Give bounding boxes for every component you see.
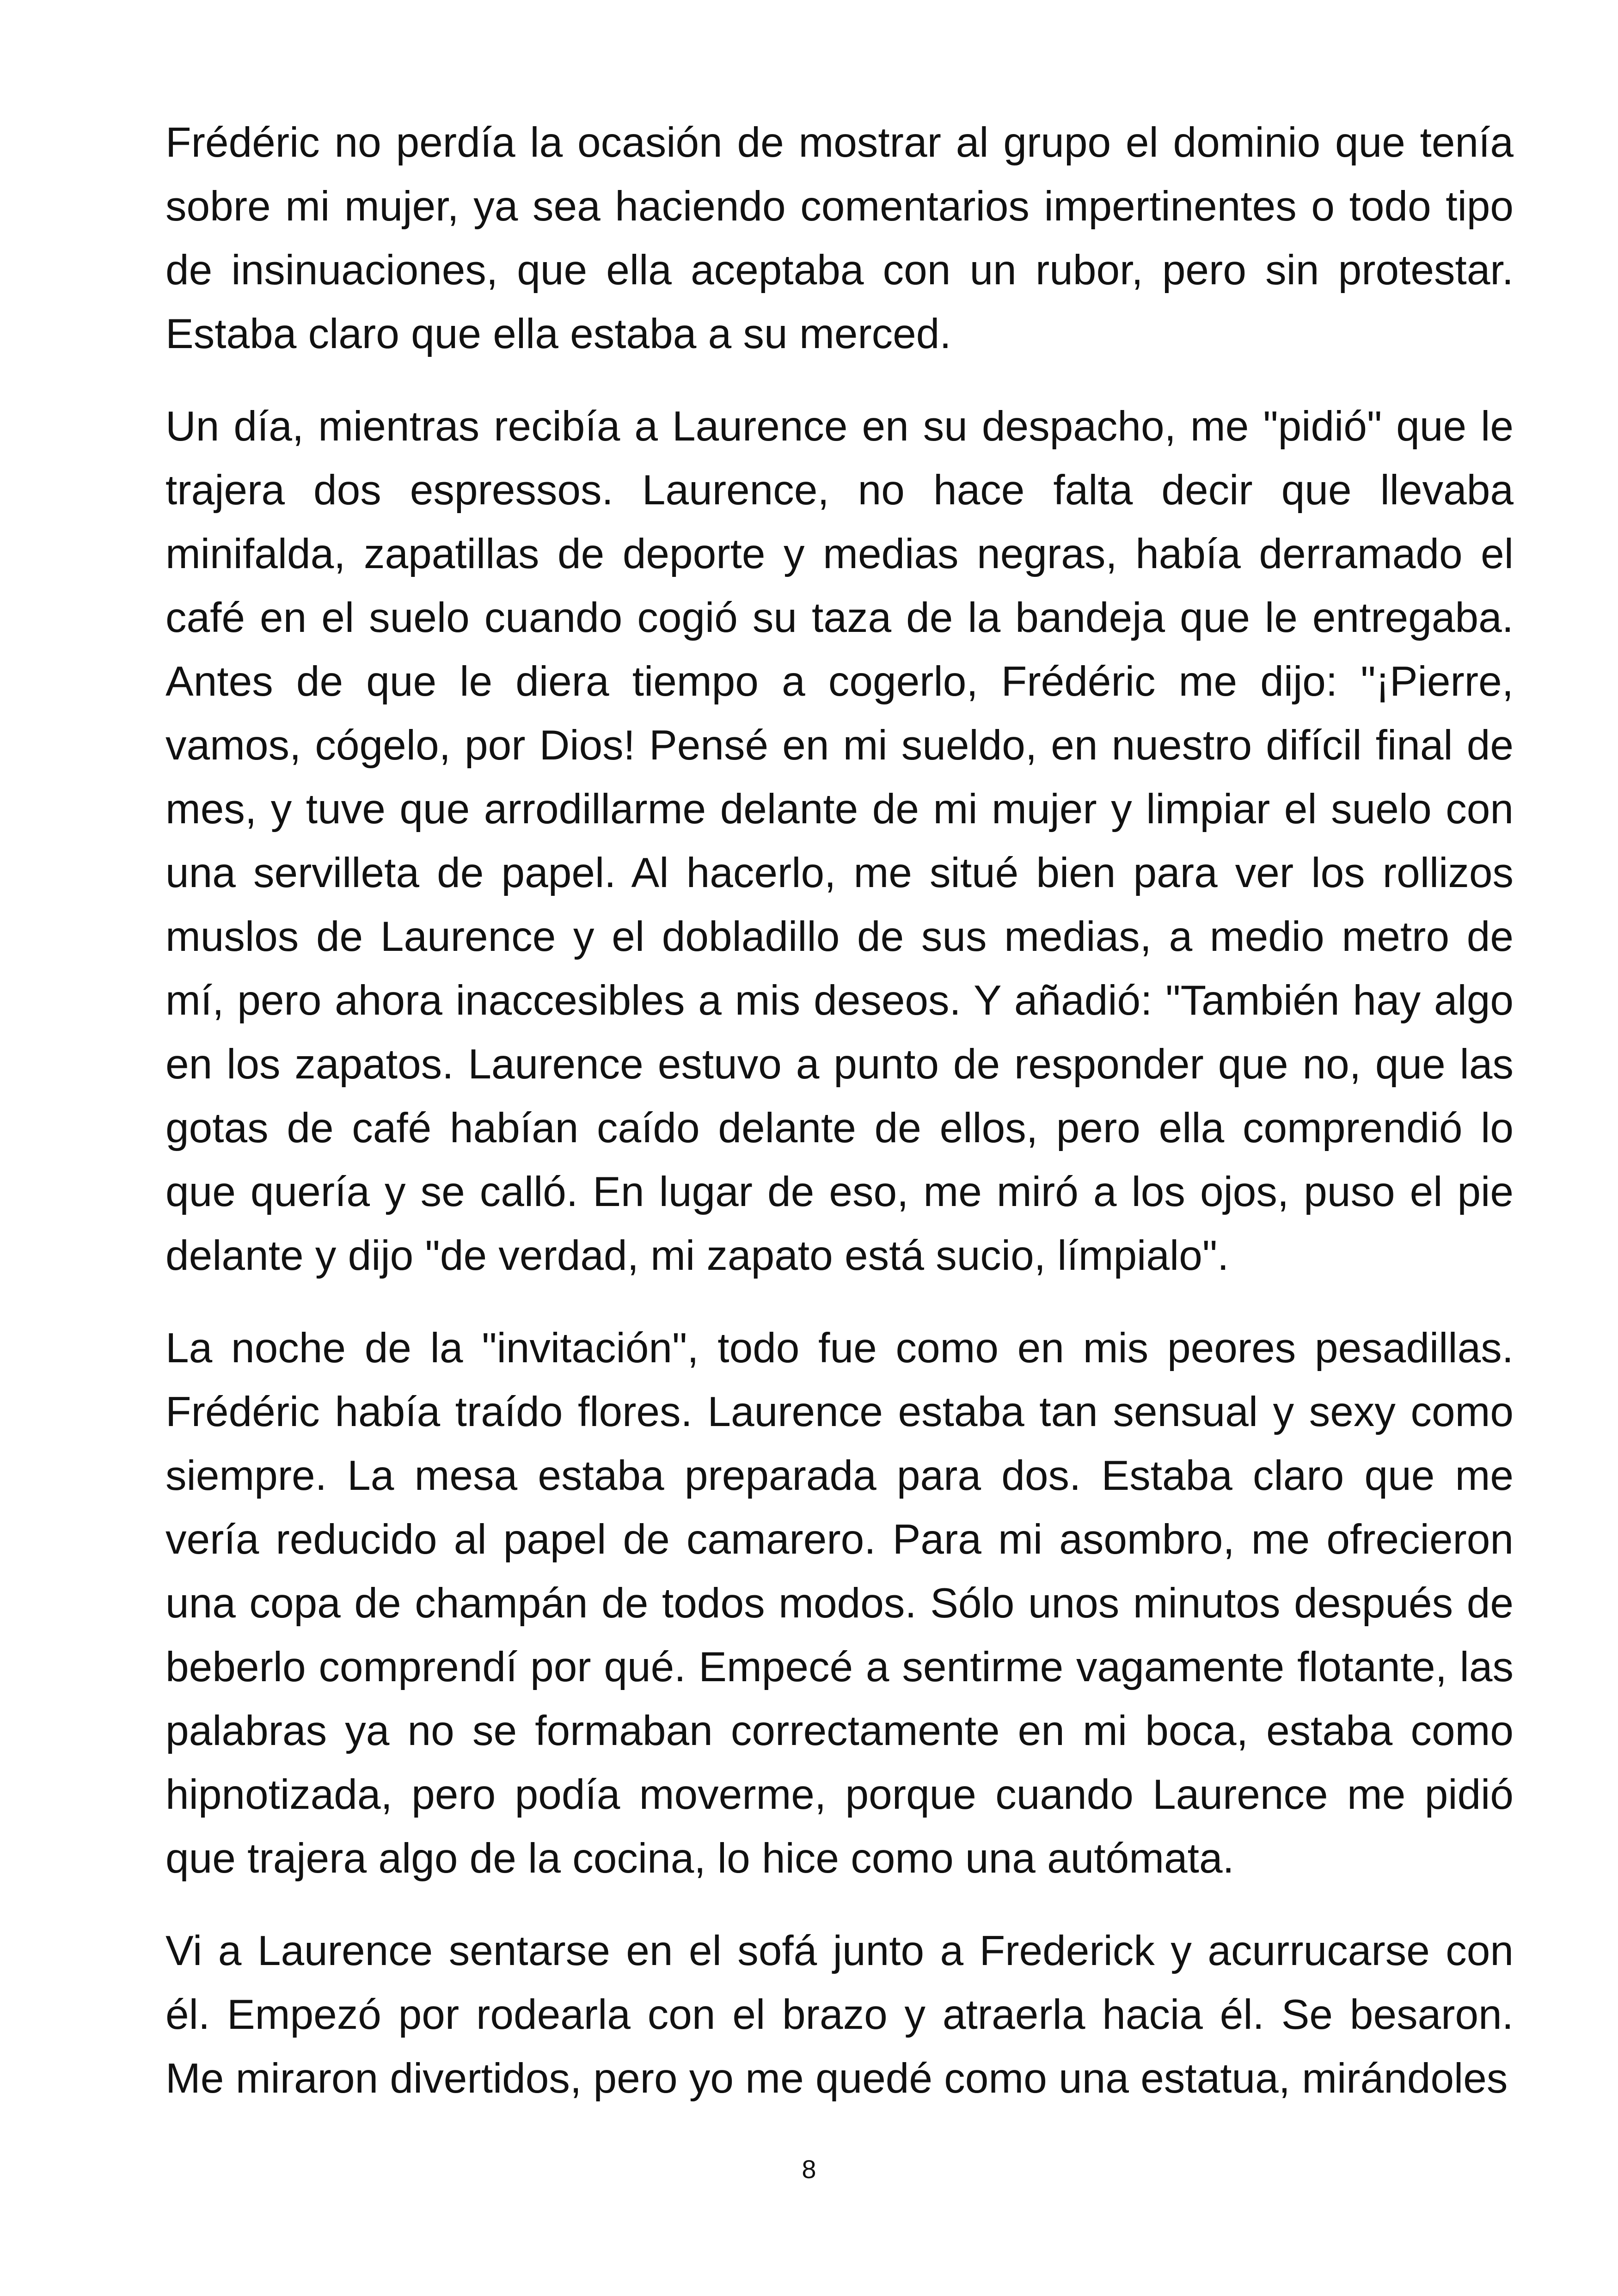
paragraph-3: La noche de la "invitación", todo fue como en mis peores pesadillas. Frédéric había traído flores. Laurence estaba tan sensual y sexy como siempre. La mesa estaba preparada para dos. Estaba claro que me vería reducido al papel de camarero. Para mi asombro, me ofrecieron una copa de champán de todos modos. Sólo unos minutos después de beberlo comprendí por qué. Empecé a sentirme vagamente flotante, las palabras ya no se formaban correctamente en mi boca, estaba como hipnotizada, pero podía moverme, porque cuando Laurence me pidió que trajera algo de la cocina, lo hice como una autómata. bbox=[165, 1325, 1514, 1882]
paragraph-2: Un día, mientras recibía a Laurence en su despacho, me "pidió" que le trajera dos espressos. Laurence, no hace falta decir que llevaba minifalda, zapatillas de deporte y medias negras, había derramado el café en el suelo cuando cogió su taza de la bandeja que le entregaba. Antes de que le diera tiempo a cogerlo, Frédéric me dijo: "¡Pierre, vamos, cógelo, por Dios! Pensé en mi sueldo, en nuestro difícil final de mes, y tuve que arrodillarme delante de mi mujer y limpiar el suelo con una servilleta de papel. Al hacerlo, me situé bien para ver los rollizos muslos de Laurence y el dobladillo de sus medias, a medio metro de mí, pero ahora inaccesibles a mis deseos. Y añadió: "También hay algo en los zapatos. Laurence estuvo a punto de responder que no, que las gotas de café habían caído delante de ellos, pero ella comprendió lo que quería y se calló. En lugar de eso, me miró a los ojos, puso el pie delante y dijo "de verdad, mi zapato está sucio, límpialo". bbox=[165, 403, 1514, 1279]
paragraph-1: Frédéric no perdía la ocasión de mostrar al grupo el dominio que tenía sobre mi mujer, ya sea haciendo comentarios impertinentes o todo tipo de insinuaciones, que ella aceptaba con un rubor, pero sin protestar. Estaba claro que ella estaba a su merced. bbox=[165, 119, 1514, 357]
paragraph-4: Vi a Laurence sentarse en el sofá junto a Frederick y acurrucarse con él. Empezó por rodearla con el brazo y atraerla hacia él. Se besaron. Me miraron divertidos, pero yo me quedé como una estatua, mirándoles bbox=[165, 1928, 1514, 2102]
body-text bbox=[165, 111, 1514, 2111]
page-number: 8 bbox=[802, 2155, 816, 2184]
